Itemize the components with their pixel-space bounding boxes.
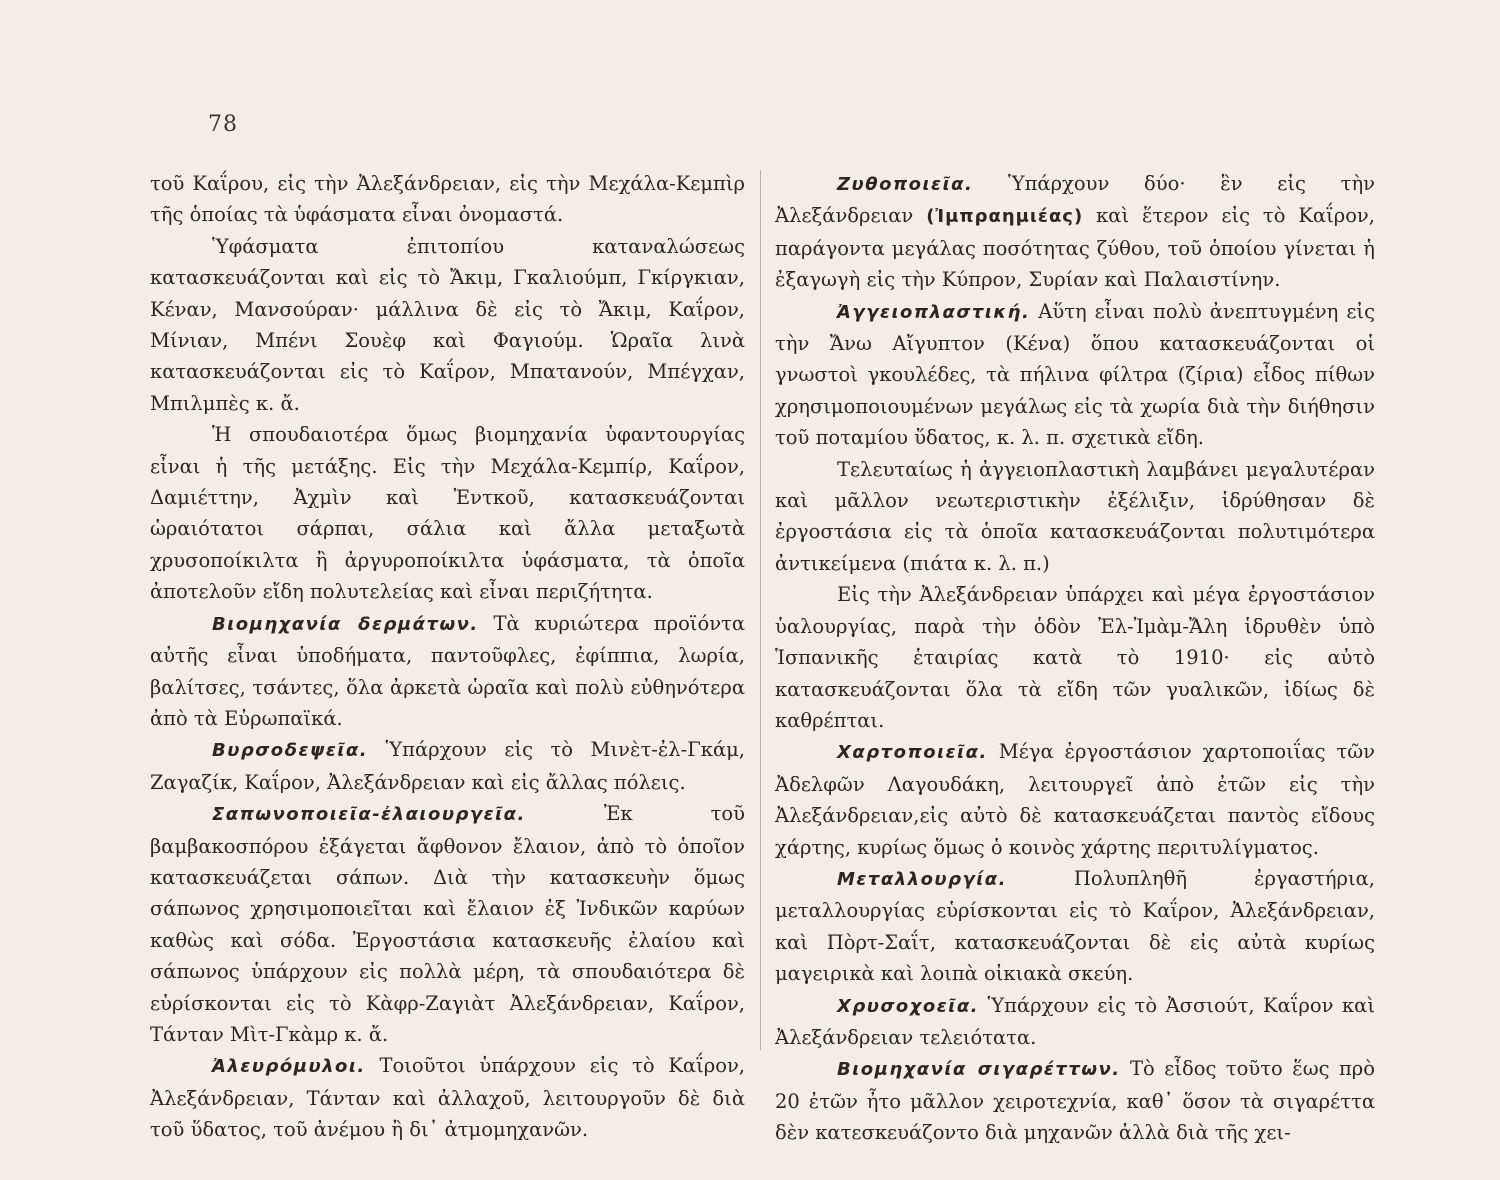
- paragraph: [775, 579, 1375, 736]
- paragraph: [150, 231, 745, 419]
- paragraph-text: Ἐκ τοῦ βαμβακοσπόρου ἐξάγεται ἄφθονον ἔλαιον, ἀπὸ τὸ ὁποῖον κατασκευάζεται σάπων. Διὰ τὴν κατασκευὴν ὅμως σάπωνος χρησιμοποιεῖται καὶ ἔλαιον ἐξ Ἰνδικῶν καρύων καθὼς καὶ σόδα. Ἐργοστάσια κατασκευῆς ἐλαίου καὶ σάπωνος ὑπάρχουν εἰς πολλὰ μέρη, τὰ σπουδαιότερα δὲ εὑρίσκονται εἰς τὸ Κὰφρ-Ζαγιὰτ Ἀλεξάνδρειαν, Καΐρον, Τάνταν Μὶτ-Γκὰμρ κ. ἄ.: [150, 802, 745, 1046]
- paragraph-text: Ὑπάρχουν δύο· ἓν εἰς τὴν Ἀλεξάνδρειαν: [775, 172, 1375, 228]
- paragraph: [150, 608, 745, 735]
- paragraph-text: καὶ ἕτερον εἰς τὸ Καΐρον, παράγοντα μεγάλας ποσότητας ζύθου, τοῦ ὁποίου γίνεται ἡ ἐξαγωγὴ εἰς τὴν Κύπρον, Συρίαν καὶ Παλαιστίνην.: [775, 204, 1375, 292]
- paragraph: [150, 734, 745, 798]
- paragraph: [150, 1050, 745, 1145]
- paragraph: [775, 736, 1375, 863]
- paragraph-text: Εἰς τὴν Ἀλεξάνδρειαν ὑπάρχει καὶ μέγα ἐργοστάσιον ὑαλουργίας, παρὰ τὴν ὁδὸν Ἐλ-Ἰμὰμ-Ἄλη ἱδρυθὲν ὑπὸ Ἱσπανικῆς ἑταιρίας κατὰ τὸ 1910· εἰς αὐτὸ κατασκευάζονται ὅλα τὰ εἴδη τῶν γυαλικῶν, ἰδίως δὲ καθρέπται.: [775, 583, 1375, 732]
- paragraph-text: Τοιοῦτοι ὑπάρχουν εἰς τὸ Καΐρον, Ἀλεξάνδρειαν, Τάνταν καὶ ἀλλαχοῦ, λειτουργοῦν δὲ διὰ τοῦ ὕδατος, τοῦ ἀνέμου ἢ δι᾿ ἀτμομηχανῶν.: [150, 1054, 745, 1142]
- section-heading: Σαπωνοποιεῖα-ἐλαιουργεῖα.: [212, 804, 526, 826]
- paragraph-text: Τελευταίως ἡ ἀγγειοπλαστικὴ λαμβάνει μεγαλυτέραν καὶ μᾶλλον νεωτεριστικὴν ἐξέλιξιν, ἱδρύθησαν δὲ ἐργοστάσια εἰς τὰ ὁποῖα κατασκευάζονται πολυτιμότερα ἀντικείμενα (πιάτα κ. λ. π.): [775, 457, 1375, 575]
- paragraph: [150, 798, 745, 1050]
- section-heading: Χαρτοποιεῖα.: [837, 742, 988, 764]
- bold-inline-text: (Ἰμπραημιέας): [926, 206, 1084, 228]
- paragraph: [150, 419, 745, 607]
- paragraph-text: Τὸ εἶδος τοῦτο ἕως πρὸ 20 ἐτῶν ἦτο μᾶλλον χειροτεχνία, καθ᾿ ὅσον τὰ σιγαρέττα δὲν κατεσκευάζοντο διὰ μηχανῶν ἀλλὰ διὰ τῆς χει-: [775, 1057, 1375, 1145]
- right-column: [775, 168, 1375, 1149]
- paragraph-text: Πολυπληθῆ ἐργαστήρια, μεταλλουργίας εὑρίσκονται εἰς τὸ Καΐρον, Ἀλεξάνδρειαν, καὶ Πὸρτ-Σαΐτ, κατασκευάζονται δὲ εἰς αὐτὰ κυρίως μαγειρικὰ καὶ λοιπὰ οἰκιακὰ σκεύη.: [775, 866, 1375, 986]
- section-heading: Ἀγγειοπλαστική.: [837, 301, 1031, 323]
- paragraph: [775, 296, 1375, 454]
- paragraph: [775, 168, 1375, 296]
- paragraph-text: Ὑπάρχουν εἰς τὸ Μινὲτ-ἐλ-Γκάμ, Ζαγαζίκ, Καΐρον, Ἀλεξάνδρειαν καὶ εἰς ἄλλας πόλεις.: [150, 738, 745, 794]
- paragraph-text: Ὑφάσματα ἐπιτοπίου καταναλώσεως κατασκευάζονται καὶ εἰς τὸ Ἄκιμ, Γκαλιούμπ, Γκίργκιαν, Κέναν, Μανσούραν· μάλλινα δὲ εἰς τὸ Ἄκιμ, Καΐρον, Μίνιαν, Μπένι Σουὲφ καὶ Φαγιούμ. Ὡραῖα λινὰ κατασκευάζονται εἰς τὸ Καΐρον, Μπατανούν, Μπέγχαν, Μπιλμπὲς κ. ἄ.: [150, 234, 745, 415]
- section-heading: Χρυσοχοεῖα.: [837, 995, 980, 1017]
- paragraph-text: Ὑπάρχουν εἰς τὸ Ἀσσιούτ, Καΐρον καὶ Ἀλεξάνδρειαν τελειότατα.: [775, 993, 1375, 1049]
- section-heading: Βιομηχανία σιγαρέττων.: [837, 1059, 1121, 1081]
- page-number: 78: [208, 112, 238, 137]
- paragraph-text: Ἡ σπουδαιοτέρα ὅμως βιομηχανία ὑφαντουργίας εἶναι ἡ τῆς μετάξης. Εἰς τὴν Μεχάλα-Κεμπίρ, Καΐρον, Δαμιέττην, Ἀχμὶν καὶ Ἐντκοῦ, κατασκευάζονται ὡραιότατοι σάρπαι, σάλια καὶ ἄλλα μεταξωτὰ χρυσοποίκιλτα ἢ ἀργυροποίκιλτα ὑφάσματα, τὰ ὁποῖα ἀποτελοῦν εἴδη πολυτελείας καὶ εἶναι περιζήτητα.: [150, 423, 745, 604]
- paragraph-text: Τὰ κυριώτερα προϊόντα αὐτῆς εἶναι ὑποδήματα, παντοῦφλες, ἐφίππια, λωρία, βαλίτσες, τσάντες, ὅλα ἀρκετὰ ὡραῖα καὶ πολὺ εὐθηνότερα ἀπὸ τὰ Εὐρωπαϊκά.: [150, 611, 746, 730]
- section-heading: Ἀλευρόμυλοι.: [212, 1056, 366, 1078]
- paragraph: [775, 1053, 1375, 1148]
- column-divider: [760, 170, 761, 1050]
- section-heading: Μεταλλουργία.: [837, 868, 1007, 890]
- paragraph: [150, 168, 745, 231]
- left-column: [150, 168, 745, 1146]
- paragraph-text: Αὕτη εἶναι πολὺ ἀνεπτυγμένη εἰς τὴν Ἄνω Αἴγυπτον (Κένα) ὅπου κατασκευάζονται οἱ γνωστοὶ γκουλέδες, τὰ πήλινα φίλτρα (ζίρια) εἶδος πίθων χρησιμοποιουμένων μεγάλως εἰς τὰ χωρία διὰ τὴν διήθησιν τοῦ ποταμίου ὕδατος, κ. λ. π. σχετικὰ εἴδη.: [775, 299, 1375, 450]
- paragraph-text: τοῦ Καΐρου, εἰς τὴν Ἀλεξάνδρειαν, εἰς τὴν Μεχάλα-Κεμπὶρ τῆς ὁποίας τὰ ὑφάσματα εἶναι ὀνομαστά.: [150, 172, 745, 227]
- section-heading: Ζυθοποιεῖα.: [837, 174, 974, 195]
- paragraph-text: Μέγα ἐργοστάσιον χαρτοποιΐας τῶν Ἀδελφῶν Λαγουδάκη, λειτουργεῖ ἀπὸ ἐτῶν εἰς τὴν Ἀλεξάνδρειαν,εἰς αὐτὸ δὲ κατασκευάζεται παντὸς εἴδους χάρτης, κυρίως ὅμως ὁ κοινὸς χάρτης περιτυλίγματος.: [775, 740, 1375, 859]
- section-heading: Βιομηχανία δερμάτων.: [212, 613, 479, 635]
- section-heading: Βυρσοδεψεῖα.: [212, 740, 369, 762]
- paragraph: [775, 454, 1375, 580]
- paragraph: [775, 990, 1375, 1054]
- paragraph: [775, 863, 1375, 990]
